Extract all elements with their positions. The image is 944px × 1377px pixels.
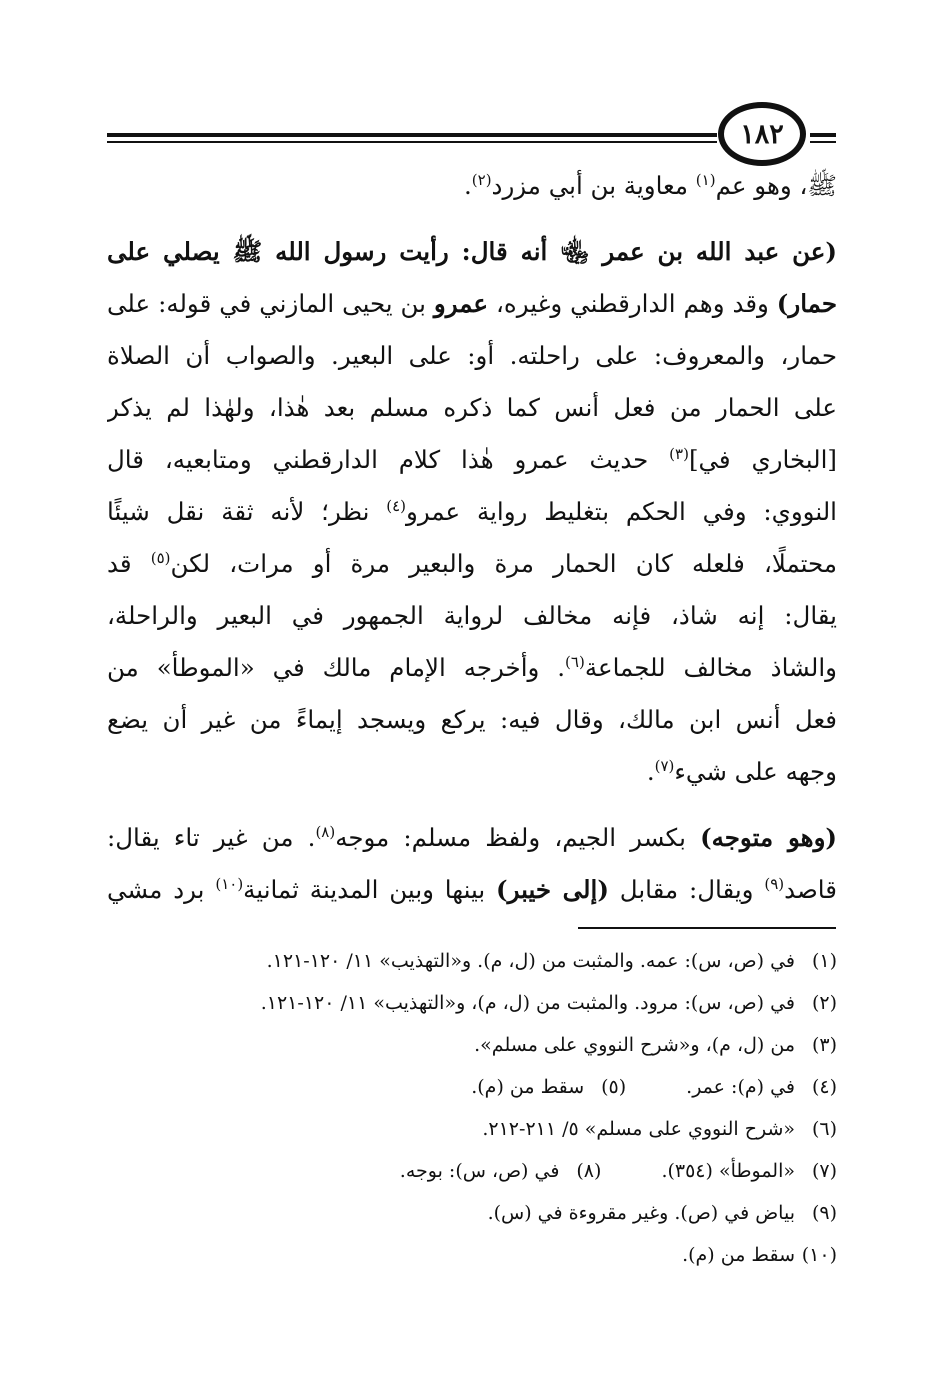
footnote-marker: (٩) bbox=[764, 874, 785, 893]
text-span: قاصد bbox=[784, 875, 837, 904]
footnote-text: سقط من (م). bbox=[471, 1076, 585, 1098]
footnote-marker: (٧) bbox=[654, 756, 675, 775]
text-span: وقد وهم الدارقطني وغيره، bbox=[488, 289, 777, 318]
footnote-marker: (٤) bbox=[386, 496, 406, 515]
text-span: ﷺ، وهو عم bbox=[715, 171, 837, 200]
text-span: بينها وبين المدينة ثمانية bbox=[243, 875, 497, 904]
text-line bbox=[107, 590, 837, 642]
footnote-number: (٦) bbox=[811, 1118, 837, 1140]
text-span: فعل أنس ابن مالك، وقال فيه: يركع ويسجد إيماءً من غير أن يضع bbox=[107, 705, 837, 734]
text-span: بن يحيى المازني في قوله: على bbox=[107, 289, 434, 318]
text-line bbox=[107, 160, 837, 212]
text-span: النووي: وفي الحكم بتغليط رواية عمرو bbox=[406, 497, 837, 526]
text-line bbox=[107, 642, 837, 694]
footnote-number: (٣) bbox=[811, 1034, 837, 1056]
footnote-number: (٩) bbox=[811, 1202, 837, 1224]
footnotes bbox=[107, 940, 837, 1276]
text-span: على الحمار من فعل أنس كما ذكره مسلم بعد هٰذا، ولهٰذا لم يذكر bbox=[107, 393, 837, 422]
footnote-number: (٥) bbox=[601, 1076, 627, 1098]
hadith-text: عمرو bbox=[433, 289, 489, 318]
page-number: ١٨٢ bbox=[740, 118, 784, 150]
text-span: [البخاري في] bbox=[688, 445, 837, 474]
footnote-text: من (ل، م)، و«شرح النووي على مسلم». bbox=[474, 1034, 795, 1056]
footnote bbox=[107, 1150, 837, 1192]
text-span: محتملًا، فلعله كان الحمار مرة والبعير مرة أو مرات، لكن bbox=[170, 549, 837, 578]
footnote-text: «شرح النووي على مسلم» ٥/ ٢١١-٢١٢. bbox=[482, 1118, 795, 1140]
footnote-text: بياض في (ص). وغير مقروءة في (س). bbox=[487, 1202, 795, 1224]
text-line bbox=[107, 382, 837, 434]
header-rule-right-thin bbox=[810, 141, 836, 143]
footnote bbox=[107, 940, 837, 982]
text-span: بكسر الجيم، ولفظ مسلم: موجه bbox=[335, 823, 701, 852]
footnote-marker: (٦) bbox=[565, 652, 585, 671]
footnote-number: (٤) bbox=[811, 1076, 837, 1098]
text-line bbox=[107, 864, 837, 916]
footnote-marker: (٥) bbox=[150, 548, 171, 567]
text-span: والشاذ مخالف للجماعة bbox=[584, 653, 837, 682]
footnote-number: (٧) bbox=[811, 1160, 837, 1182]
text-span: حديث عمرو هٰذا كلام الدارقطني ومتابعيه، قال bbox=[107, 445, 670, 474]
text-span: نظر؛ لأنه ثقة نقل شيئًا bbox=[107, 497, 387, 526]
footnote-text: في (ص، س): عمه. والمثبت من (ل، م). و«التهذيب» ١١/ ١٢٠-١٢١. bbox=[266, 950, 795, 972]
footnote-marker: (٣) bbox=[669, 444, 689, 463]
text-span: يقال: إنه شاذ، فإنه مخالف لرواية الجمهور في البعير والراحلة، bbox=[107, 601, 837, 630]
footnote-separator bbox=[578, 927, 836, 929]
text-line bbox=[107, 278, 837, 330]
hadith-text: حمار) bbox=[776, 289, 837, 318]
text-span: . من غير تاء يقال: bbox=[107, 823, 316, 852]
hadith-text: (إلى خيبر) bbox=[496, 875, 609, 904]
footnote-marker: (٨) bbox=[315, 822, 336, 841]
footnote-text: في (ص، س): مرود. والمثبت من (ل، م)، و«التهذيب» ١١/ ١٢٠-١٢١. bbox=[260, 992, 795, 1014]
text-span: قد bbox=[107, 549, 151, 578]
text-line bbox=[107, 812, 837, 864]
footnote bbox=[107, 1192, 837, 1234]
footnote-number: (٨) bbox=[576, 1160, 602, 1182]
text-line bbox=[107, 746, 837, 798]
footnote-marker: (١) bbox=[695, 170, 716, 189]
footnote bbox=[107, 982, 837, 1024]
paragraph-gap bbox=[107, 212, 837, 226]
text-line bbox=[107, 486, 837, 538]
text-line bbox=[107, 434, 837, 486]
paragraph-gap bbox=[107, 798, 837, 812]
footnote bbox=[107, 1066, 837, 1108]
footnote-text: سقط من (م). bbox=[682, 1244, 795, 1266]
text-span: برد مشي bbox=[107, 875, 216, 904]
header-rule-thin bbox=[107, 141, 717, 143]
footnote-marker: (٢) bbox=[471, 170, 492, 189]
header-rule bbox=[107, 133, 717, 137]
hadith-text: (وهو متوجه) bbox=[700, 823, 837, 852]
hadith-text: (عن عبد الله بن عمر ﵄ أنه قال: رأيت رسول الله ﷺ يصلي على bbox=[107, 237, 837, 266]
footnote-number: (٢) bbox=[811, 992, 837, 1014]
footnote bbox=[107, 1024, 837, 1066]
header-rule-right bbox=[810, 133, 836, 137]
text-span: وجهه على شيء bbox=[674, 757, 837, 786]
footnote-marker: (١٠) bbox=[215, 874, 244, 893]
text-span: . bbox=[463, 171, 472, 200]
text-line bbox=[107, 330, 837, 382]
text-line bbox=[107, 694, 837, 746]
footnote bbox=[107, 1108, 837, 1150]
footnote-text: في (م): عمر. bbox=[686, 1076, 795, 1098]
footnote-number: (١) bbox=[811, 950, 837, 972]
footnote bbox=[107, 1234, 837, 1276]
main-text bbox=[107, 160, 837, 916]
text-line bbox=[107, 226, 837, 278]
text-span: ويقال: مقابل bbox=[608, 875, 765, 904]
text-span: . وأخرجه الإمام مالك في «الموطأ» من bbox=[107, 653, 566, 682]
footnote-text: في (ص، س): بوجه. bbox=[399, 1160, 560, 1182]
footnote-text: «الموطأ» (٣٥٤). bbox=[661, 1160, 795, 1182]
text-span: معاوية بن أبي مزرد bbox=[491, 171, 696, 200]
page-number-badge bbox=[718, 102, 806, 166]
text-line bbox=[107, 538, 837, 590]
text-span: . bbox=[646, 757, 655, 786]
text-span: حمار، والمعروف: على راحلته. أو: على البعير. والصواب أن الصلاة bbox=[107, 341, 837, 370]
footnote-number: (١٠) bbox=[801, 1244, 837, 1266]
